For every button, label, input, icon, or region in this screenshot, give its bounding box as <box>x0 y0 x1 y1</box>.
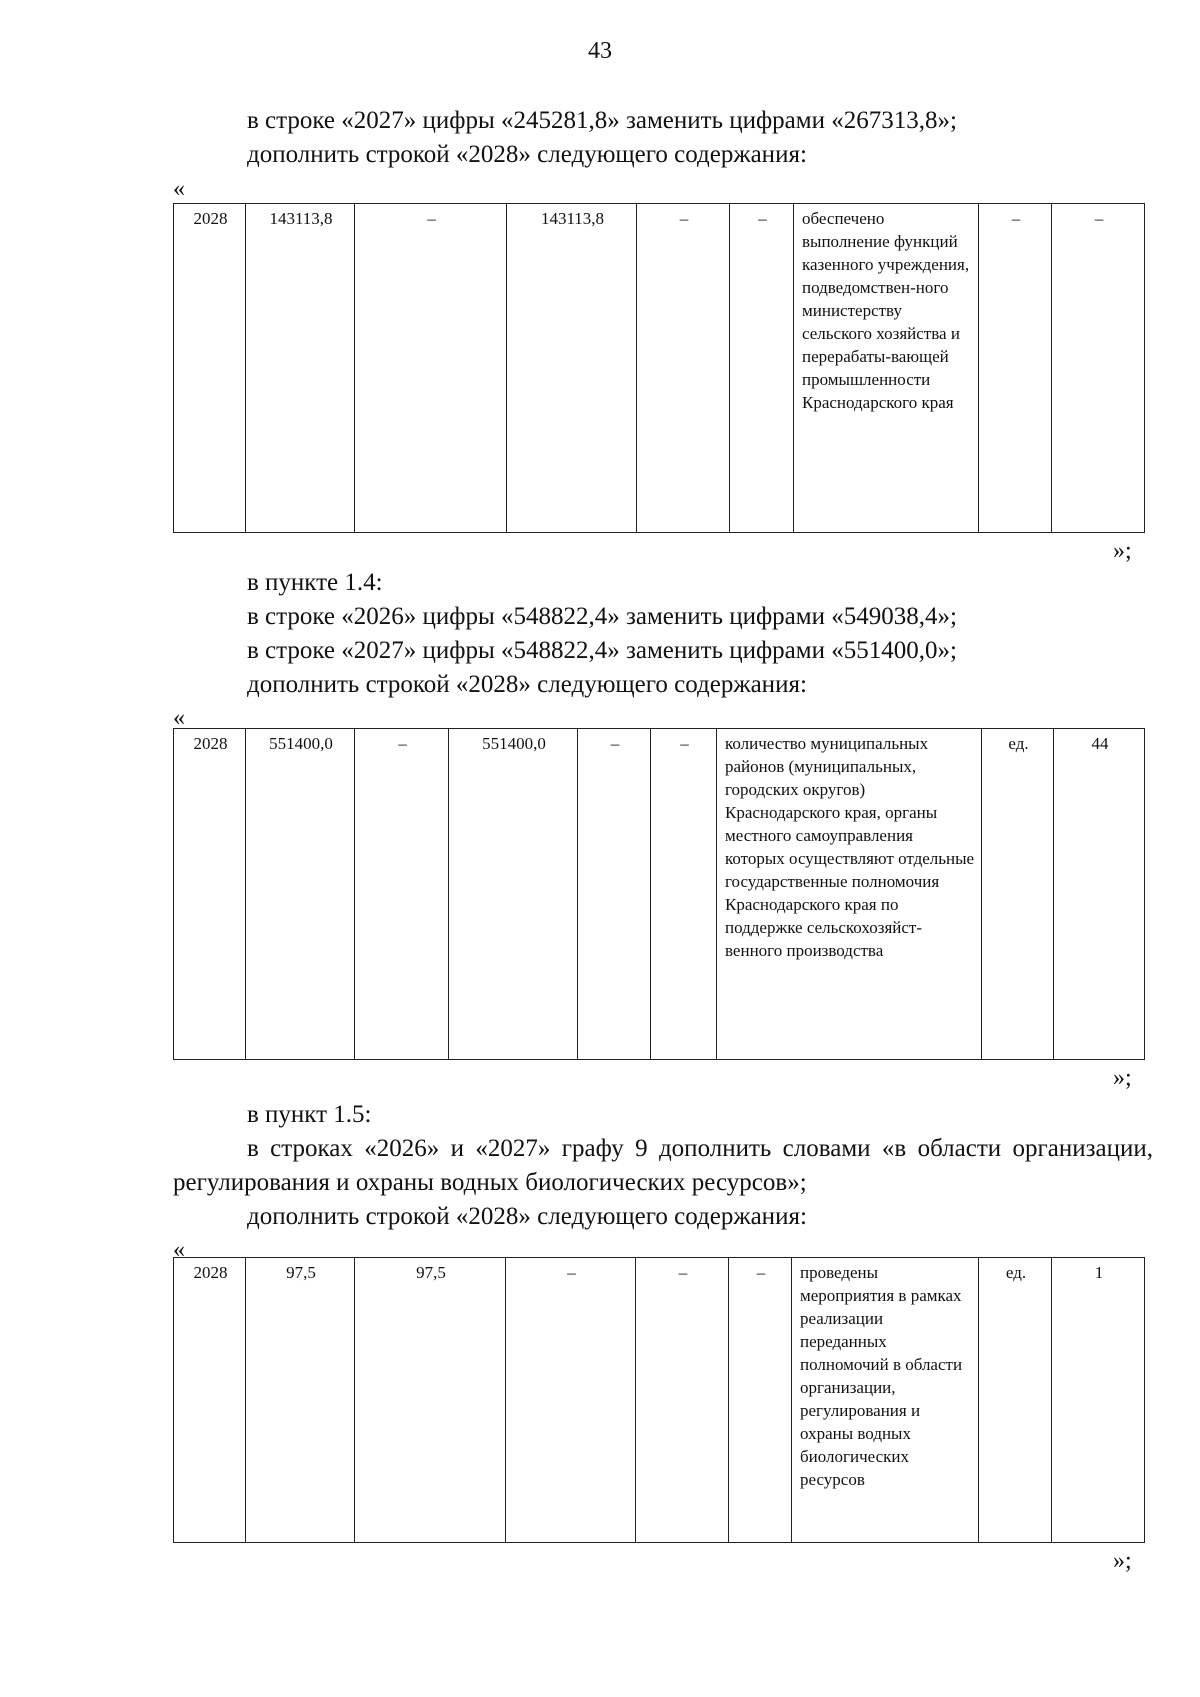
cell-unit: – <box>979 204 1052 533</box>
cell-col6: – <box>730 204 794 533</box>
cell-year: 2028 <box>174 1258 246 1543</box>
section1-open-quote: « <box>173 176 185 202</box>
section2-open-quote: « <box>173 705 185 731</box>
table-row <box>174 1258 1145 1543</box>
cell-result: количество муниципальных районов (муниципальных, городских округов) Краснодарского края, органы местного самоуправления которых осуществляют отдельные государственные полномочия Краснодарского края по поддержке сельскохозяйст-венного производства <box>717 729 982 1060</box>
section1-line2: дополнить строкой «2028» следующего содержания: <box>247 141 807 168</box>
cell-col5: – <box>637 204 730 533</box>
cell-col4: 551400,0 <box>449 729 578 1060</box>
cell-value: 1 <box>1052 1258 1145 1543</box>
cell-col4: 143113,8 <box>507 204 637 533</box>
table-row <box>174 729 1145 1060</box>
cell-total: 143113,8 <box>246 204 355 533</box>
section2-line2: в строке «2027» цифры «548822,4» заменить цифрами «551400,0»; <box>247 637 957 664</box>
cell-year: 2028 <box>174 729 246 1060</box>
cell-col6: – <box>651 729 717 1060</box>
cell-year: 2028 <box>174 204 246 533</box>
section1-line1: в строке «2027» цифры «245281,8» заменить цифрами «267313,8»; <box>247 107 957 134</box>
cell-value: 44 <box>1054 729 1145 1060</box>
section2-heading: в пункте 1.4: <box>247 569 383 596</box>
page-number: 43 <box>588 38 612 64</box>
section3-open-quote: « <box>173 1237 185 1263</box>
section2-line1: в строке «2026» цифры «548822,4» заменить цифрами «549038,4»; <box>247 603 957 630</box>
table-row <box>174 204 1145 533</box>
section1-close-quote: »; <box>1113 538 1132 564</box>
section3-line3: дополнить строкой «2028» следующего содержания: <box>247 1203 807 1230</box>
section2-table <box>173 728 1145 1060</box>
cell-col5: – <box>578 729 651 1060</box>
cell-col6: – <box>729 1258 792 1543</box>
section2-line3: дополнить строкой «2028» следующего содержания: <box>247 671 807 698</box>
cell-unit: ед. <box>979 1258 1052 1543</box>
cell-total: 97,5 <box>246 1258 355 1543</box>
cell-col5: – <box>636 1258 729 1543</box>
cell-total: 551400,0 <box>246 729 355 1060</box>
cell-value: – <box>1052 204 1145 533</box>
cell-unit: ед. <box>982 729 1054 1060</box>
cell-col3: 97,5 <box>355 1258 506 1543</box>
section1-table <box>173 203 1145 533</box>
section3-table <box>173 1257 1145 1543</box>
section3-paragraph: в строках «2026» и «2027» графу 9 дополнить словами «в области организации, регулирования и охраны водных биологических ресурсов»; <box>173 1135 1153 1196</box>
section2-close-quote: »; <box>1113 1065 1132 1091</box>
section3-heading: в пункт 1.5: <box>247 1101 372 1128</box>
cell-result: проведены мероприятия в рамках реализации переданных полномочий в области организации, регулирования и охраны водных биологических ресурсов <box>792 1258 979 1543</box>
section3-close-quote: »; <box>1113 1548 1132 1574</box>
cell-col3: – <box>355 204 507 533</box>
cell-col4: – <box>506 1258 636 1543</box>
cell-result: обеспечено выполнение функций казенного учреждения, подведомствен-ного министерству сельского хозяйства и перерабаты-вающей промышленности Краснодарского края <box>794 204 979 533</box>
cell-col3: – <box>355 729 449 1060</box>
